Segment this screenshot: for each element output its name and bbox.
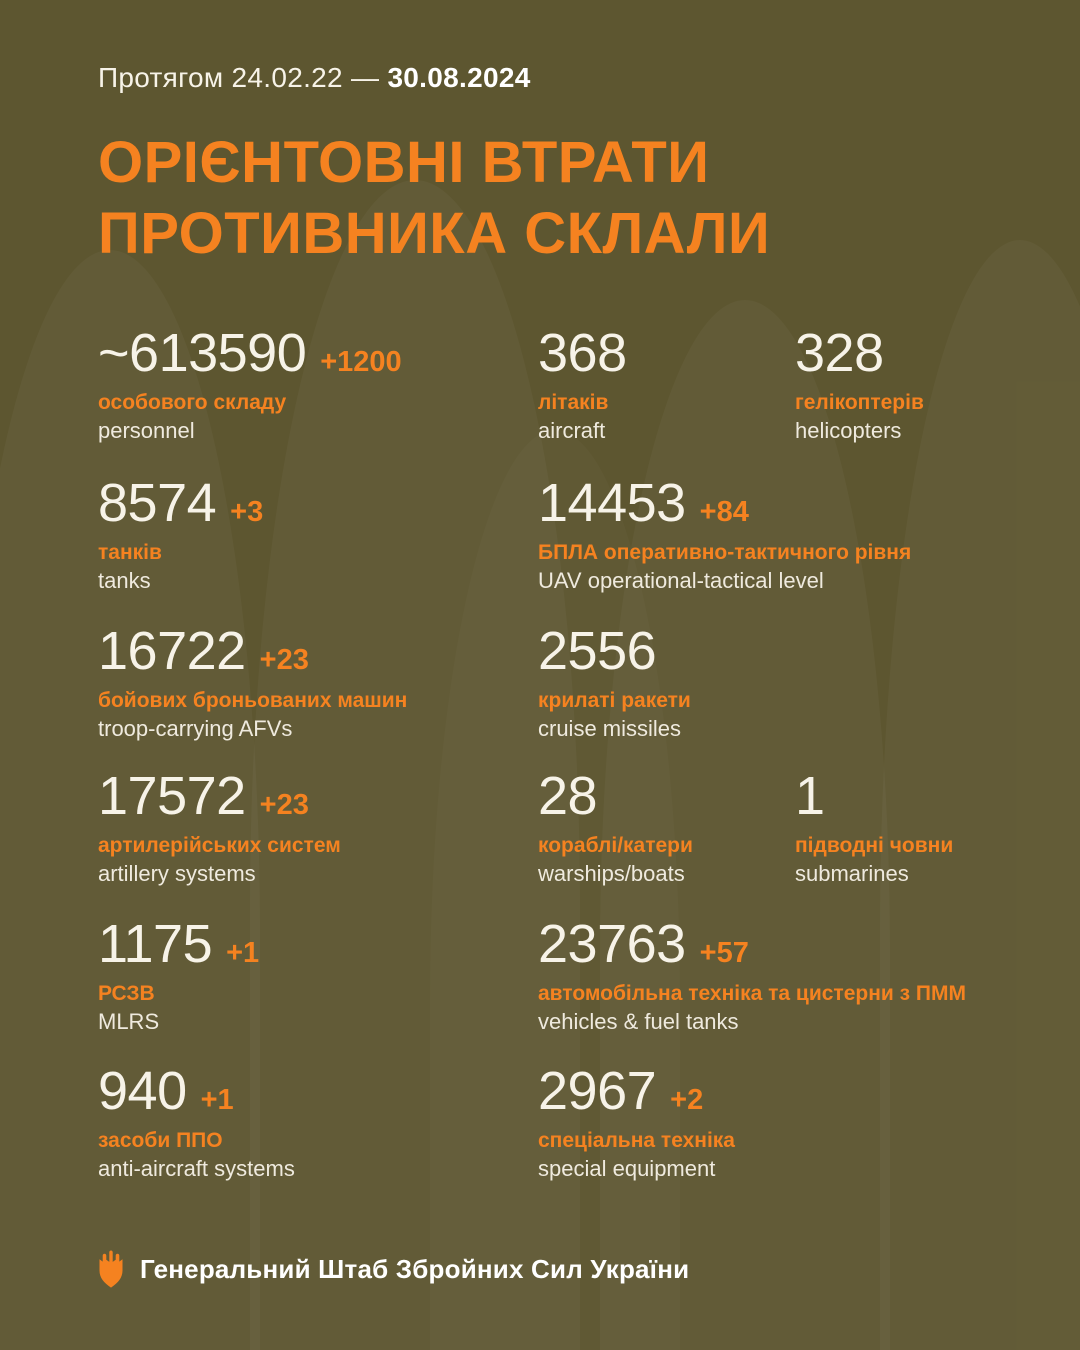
stat-label-en: warships/boats <box>538 860 685 886</box>
stat-delta: +84 <box>699 495 749 528</box>
stat-delta: +1200 <box>320 345 402 378</box>
stat-uav <box>538 472 912 593</box>
stat-label-ua: підводні човни <box>795 833 954 857</box>
stat-label-ua: РСЗВ <box>98 981 155 1005</box>
stat-label-ua: засоби ППО <box>98 1128 223 1152</box>
stat-label-en: cruise missiles <box>538 715 682 741</box>
stat-label-ua: танків <box>98 540 162 564</box>
footer <box>98 1250 689 1288</box>
stat-delta: +23 <box>259 788 309 821</box>
footer-label: Генеральний Штаб Збройних Сил України <box>140 1253 690 1284</box>
trident-icon <box>98 1250 124 1288</box>
stat-value: 940 <box>98 1060 187 1121</box>
stat-afvs <box>98 620 408 741</box>
stat-value: 328 <box>795 322 884 383</box>
page-title-line-1: ОРІЄНТОВНІ ВТРАТИ <box>98 130 710 195</box>
stat-aircraft <box>538 322 641 443</box>
stat-value: 23763 <box>538 913 686 974</box>
stat-warships <box>538 765 693 886</box>
stat-tanks <box>98 472 264 593</box>
page-title-line-2: ПРОТИВНИКА СКЛАЛИ <box>98 200 771 266</box>
stat-label-en: personnel <box>98 417 195 443</box>
stat-delta: +1 <box>226 936 260 969</box>
stat-label-en: aircraft <box>538 417 606 443</box>
stat-label-en: anti-aircraft systems <box>98 1155 295 1181</box>
stat-artillery <box>98 765 341 886</box>
stat-label-en: vehicles & fuel tanks <box>538 1008 739 1034</box>
stat-label-en: helicopters <box>795 417 902 443</box>
stat-delta: +2 <box>670 1083 704 1116</box>
stat-value: 17572 <box>98 765 246 826</box>
stat-helicopters <box>795 322 924 443</box>
stat-delta: +3 <box>230 495 264 528</box>
stat-value: 28 <box>538 765 598 826</box>
stat-value: 1 <box>795 765 825 826</box>
stat-special-equipment <box>538 1060 735 1181</box>
statistics-section <box>98 322 982 1206</box>
stat-label-ua: особового складу <box>98 390 287 414</box>
stat-label-ua: артилерійських систем <box>98 833 341 857</box>
stat-value: 2556 <box>538 620 657 681</box>
stat-label-en: special equipment <box>538 1155 716 1181</box>
stat-delta: +1 <box>200 1083 234 1116</box>
stat-value: ~613590 <box>98 322 307 383</box>
period-dash: — <box>351 62 380 93</box>
stat-value: 2967 <box>538 1060 657 1121</box>
reporting-period <box>98 0 982 94</box>
stat-delta: +23 <box>259 643 309 676</box>
stat-label-ua: бойових броньованих машин <box>98 688 408 712</box>
stat-label-en: tanks <box>98 567 151 593</box>
stat-label-ua: гелікоптерів <box>795 390 924 414</box>
stat-mlrs <box>98 913 260 1034</box>
stat-value: 14453 <box>538 472 686 533</box>
stat-label-ua: спеціальна техніка <box>538 1128 735 1152</box>
stat-submarines <box>795 765 954 886</box>
stat-personnel <box>98 322 402 443</box>
stat-label-ua: кораблі/катери <box>538 833 693 857</box>
statistics-grid <box>98 322 982 1206</box>
stat-label-ua: автомобільна техніка та цистерни з ПММ <box>538 981 966 1005</box>
stat-label-en: artillery systems <box>98 860 256 886</box>
stat-label-en: MLRS <box>98 1008 160 1034</box>
stat-value: 16722 <box>98 620 246 681</box>
stat-label-en: troop-carrying AFVs <box>98 715 293 741</box>
stat-label-en: submarines <box>795 860 909 886</box>
page-title <box>98 128 982 270</box>
stat-label-ua: літаків <box>538 390 609 414</box>
stat-value: 368 <box>538 322 627 383</box>
stat-value: 1175 <box>98 913 213 974</box>
stat-delta: +57 <box>699 936 749 969</box>
stat-label-ua: крилаті ракети <box>538 688 691 712</box>
period-prefix: Протягом 24.02.22 <box>98 62 343 93</box>
stat-anti-aircraft <box>98 1060 295 1181</box>
stat-vehicles-fuel-tanks <box>538 913 966 1034</box>
stat-cruise-missiles <box>538 620 691 741</box>
stat-label-en: UAV operational-tactical level <box>538 567 824 593</box>
stat-label-ua: БПЛА оперативно-тактичного рівня <box>538 540 912 564</box>
report-date: 30.08.2024 <box>387 62 531 93</box>
stat-value: 8574 <box>98 472 217 533</box>
